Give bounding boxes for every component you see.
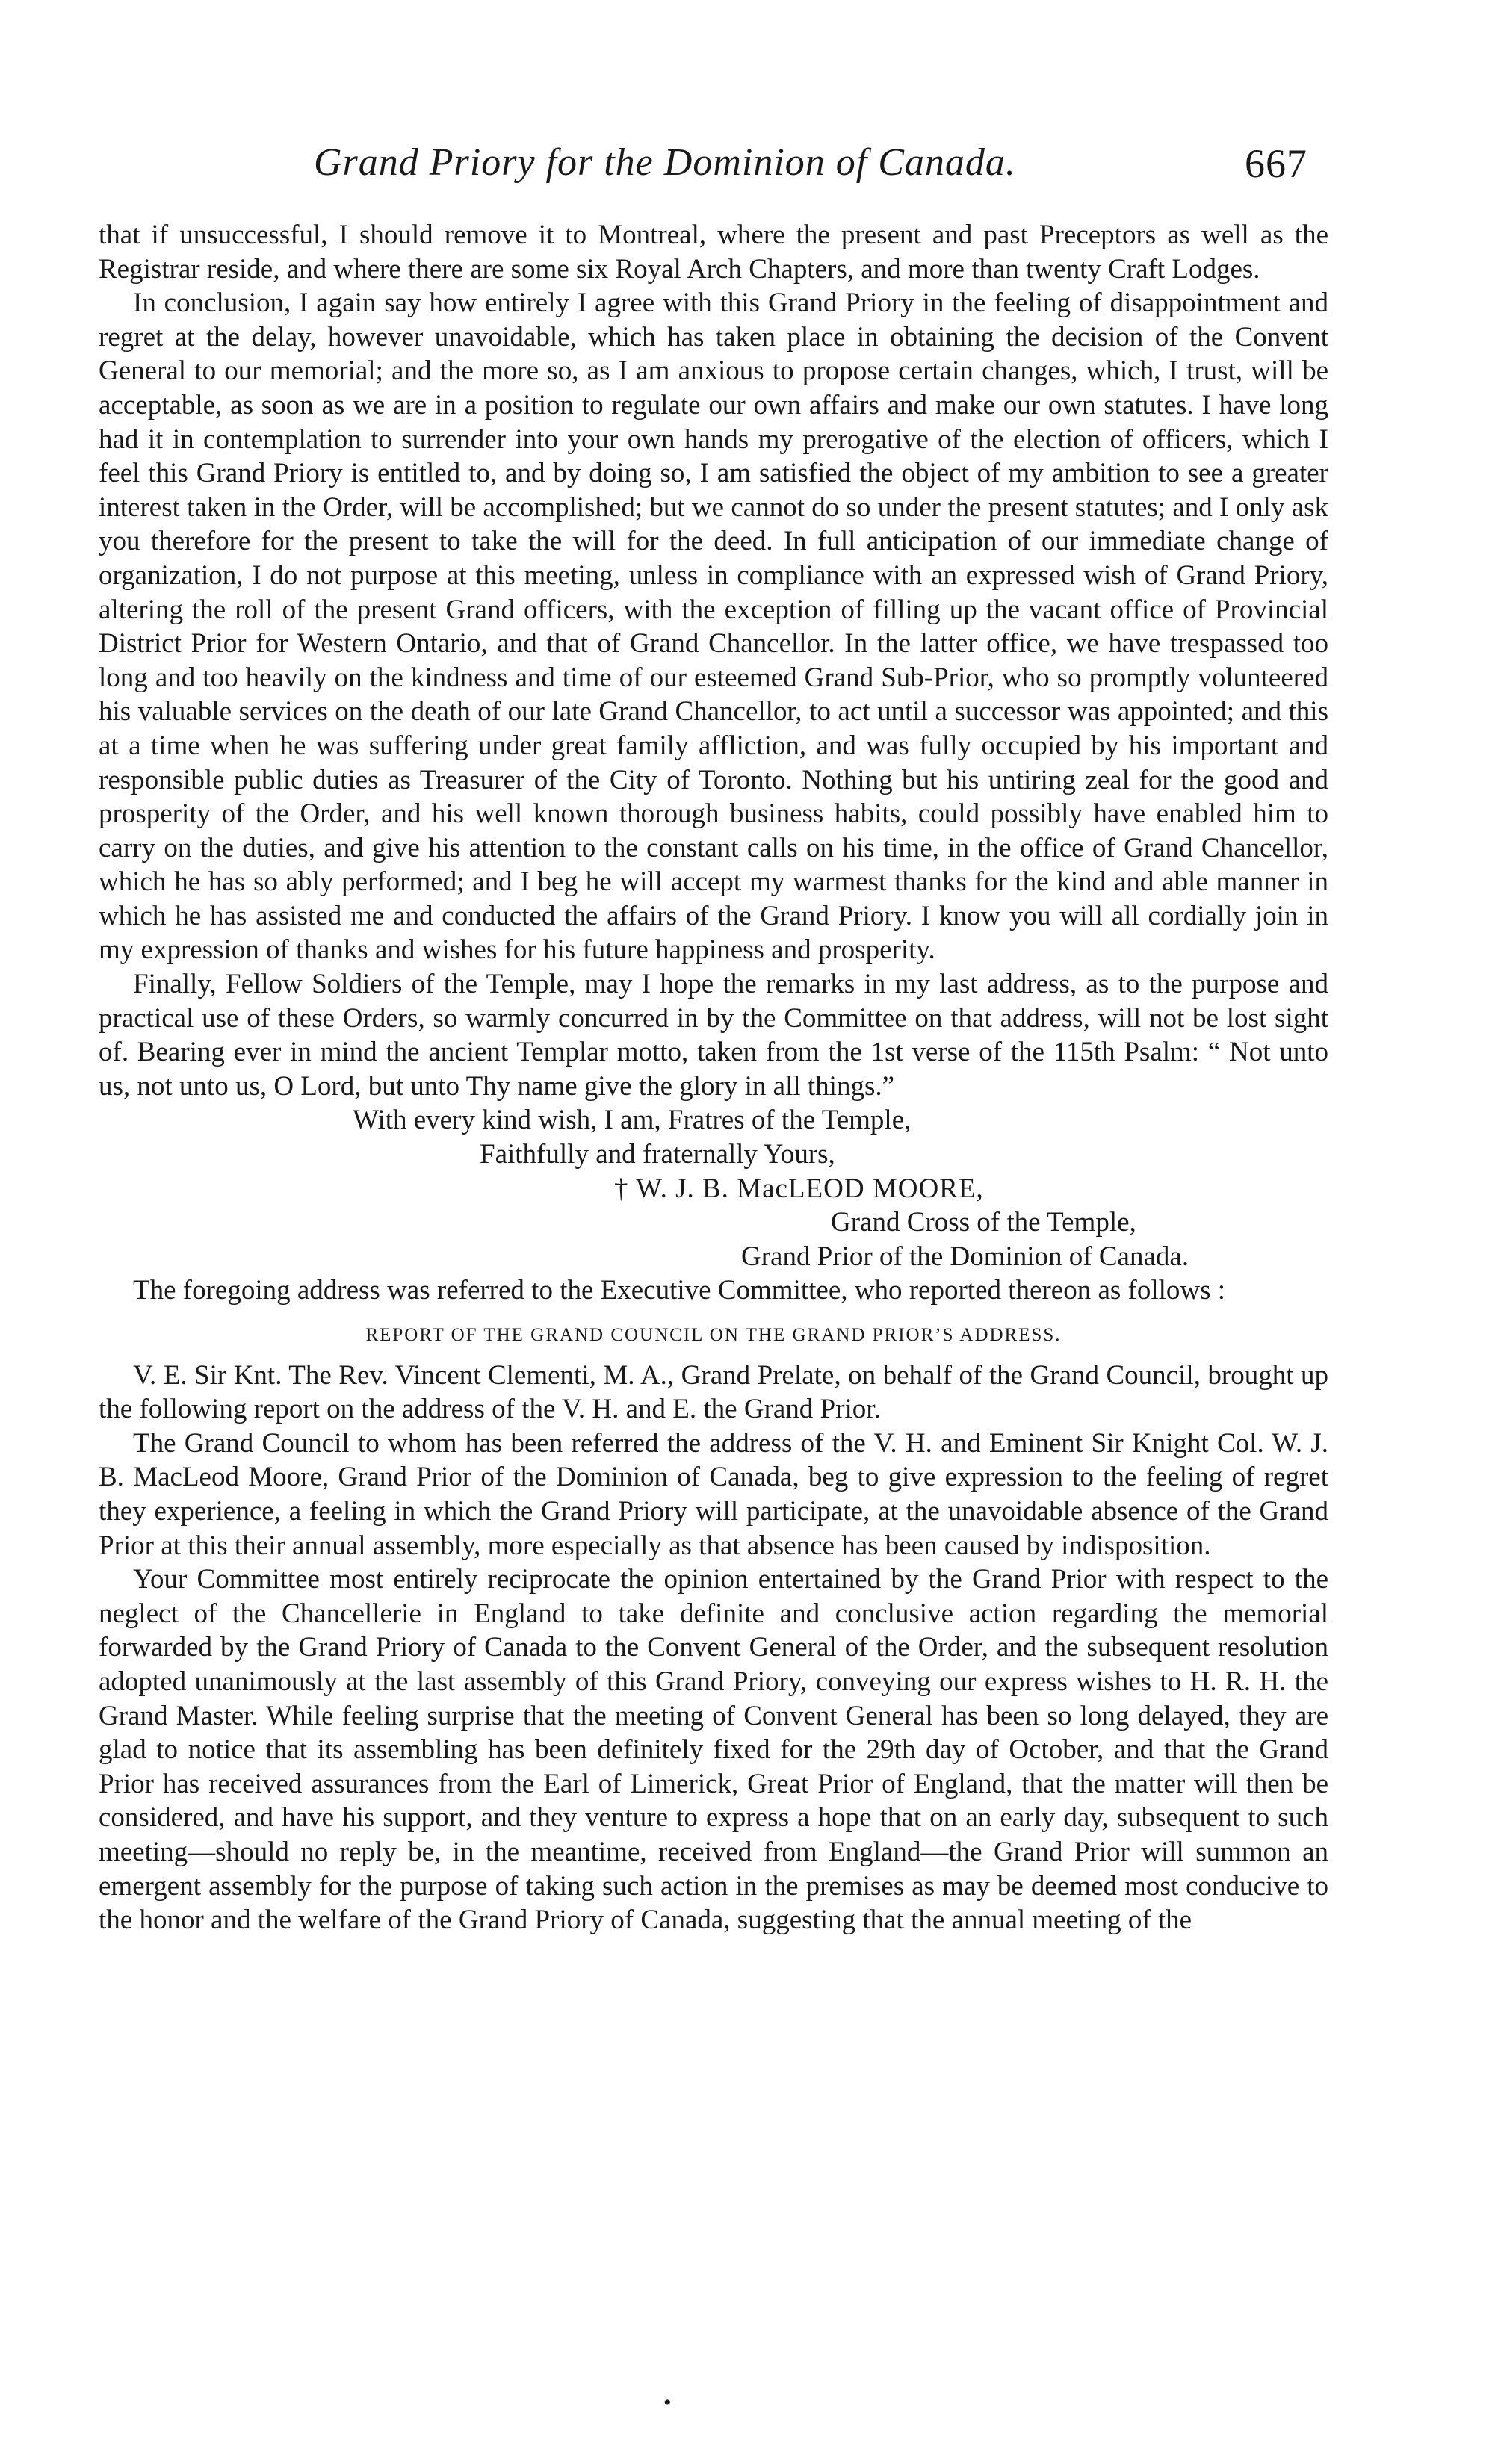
paragraph-conclusion: In conclusion, I again say how entirely I agree with this Grand Priory in the feeling of disappointment and regret at the delay, however unavoidable, which has taken place in obtaining the decision of the Convent General to our memorial; and the more so, as I am anxious to propose certain changes, which, I trust, will be acceptable, as soon as we are in a position to regulate our own affairs and make our own statutes. I have long had it in contemplation to surrender into your own hands my prerogative of the election of officers, which I feel this Grand Priory is entitled to, and by doing so, I am satisfied the object of my ambition to see a greater interest taken in the Order, will be accomplished; but we cannot do so under the present statutes; and I only ask you therefore for the present to take the will for the deed. In full anticipation of our immediate change of organization, I do not purpose at this meeting, unless in compliance with an expressed wish of Grand Priory, altering the roll of the present Grand officers, with the exception of filling up the vacant office of Provincial District Prior for Western Ontario, and that of Grand Chancellor. In the latter office, we have trespassed too long and too heavily on the kindness and time of our esteemed Grand Sub-Prior, who so promptly volunteered his valuable services on the death of our late Grand Chancellor, to act until a successor was appointed; and this at a time when he was suffering under great family affliction, and was fully occupied by his important and responsible public duties as Treasurer of the City of Toronto. Nothing but his untiring zeal for the good and prosperity of the Order, and his well known thorough business habits, could possibly have enabled him to carry on the duties, and give his attention to the constant calls on his time, in the office of Grand Chancellor, which he has so ably performed; and I beg he will accept my warmest thanks for the kind and able manner in which he has assisted me and conducted the affairs of the Grand Priory. I know you will all cordially join in my expression of thanks and wishes for his future happiness and prosperity.: [99, 288, 1328, 966]
letter-closing: [99, 1103, 1328, 1273]
report-paragraph-2: The Grand Council to whom has been referred the address of the V. H. and Eminent Sir Knight Col. W. J. B. MacLeod Moore, Grand Prior of the Dominion of Canada, beg to give expression to the feeling of regret they experience, a feeling in which the Grand Priory will participate, at the unavoidable absence of the Grand Prior at this their annual assembly, more especially as that absence has been caused by indisposition.: [99, 1427, 1328, 1561]
paragraph-continuation: that if unsuccessful, I should remove it to Montreal, where the present and past Preceptors as well as the Registrar reside, and where there are some six Royal Arch Chapters, and more than twenty Craft Lodges.: [99, 220, 1328, 285]
referral-paragraph: The foregoing address was referred to the Executive Committee, who reported thereon as follows :: [133, 1275, 1226, 1306]
closing-salutation: With every kind wish, I am, Fratres of the Temple,: [353, 1105, 912, 1136]
running-head-title: Grand Priory for the Dominion of Canada.: [314, 141, 1016, 184]
report-paragraph-3: Your Committee most entirely reciprocate the opinion entertained by the Grand Prior with respect to the neglect of the Chancellerie in England to take definite and conclusive action regarding the memorial forwarded by the Grand Priory of Canada to the Convent General of the Order, and the subsequent resolution adopted unanimously at the last assembly of this Grand Priory, conveying our express wishes to H. R. H. the Grand Master. While feeling surprise that the meeting of Convent General has been so long delayed, they are glad to notice that its assembling has been definitely fixed for the 29th day of October, and that the Grand Prior has received assurances from the Earl of Limerick, Great Prior of England, that the matter will then be considered, and have his support, and they venture to express a hope that on an early day, subsequent to such meeting—should no reply be, in the meantime, received from England—the Grand Prior will summon an emergent assembly for the purpose of taking such action in the premises as may be deemed most conducive to the honor and the welfare of the Grand Priory of Canada, suggesting that the annual meeting of the: [99, 1564, 1328, 1936]
running-head: [314, 140, 1307, 193]
closing-signature: † W. J. B. MacLEOD MOORE,: [614, 1173, 984, 1204]
body-text: [99, 218, 1328, 1937]
paragraph-finally: Finally, Fellow Soldiers of the Temple, may I hope the remarks in my last address, as to the purpose and practical use of these Orders, so warmly concurred in by the Committee on that address, will not be lost sight of. Bearing ever in mind the ancient Templar motto, taken from the 1st verse of the 115th Psalm: “ Not unto us, not unto us, O Lord, but unto Thy name give the glory in all things.”: [99, 969, 1328, 1102]
page-number: 667: [1245, 141, 1307, 186]
closing-title-grand-cross: Grand Cross of the Temple,: [831, 1207, 1136, 1238]
report-heading: REPORT OF THE GRAND COUNCIL ON THE GRAND PRIOR’S ADDRESS.: [365, 1325, 1062, 1345]
closing-valediction: Faithfully and fraternally Yours,: [480, 1139, 835, 1170]
closing-title-grand-prior: Grand Prior of the Dominion of Canada.: [741, 1241, 1189, 1272]
footer-mark: •: [663, 2390, 672, 2415]
report-paragraph-1: V. E. Sir Knt. The Rev. Vincent Clementi, M. A., Grand Prelate, on behalf of the Grand Council, brought up the following report on the address of the V. H. and E. the Grand Prior.: [99, 1359, 1328, 1425]
